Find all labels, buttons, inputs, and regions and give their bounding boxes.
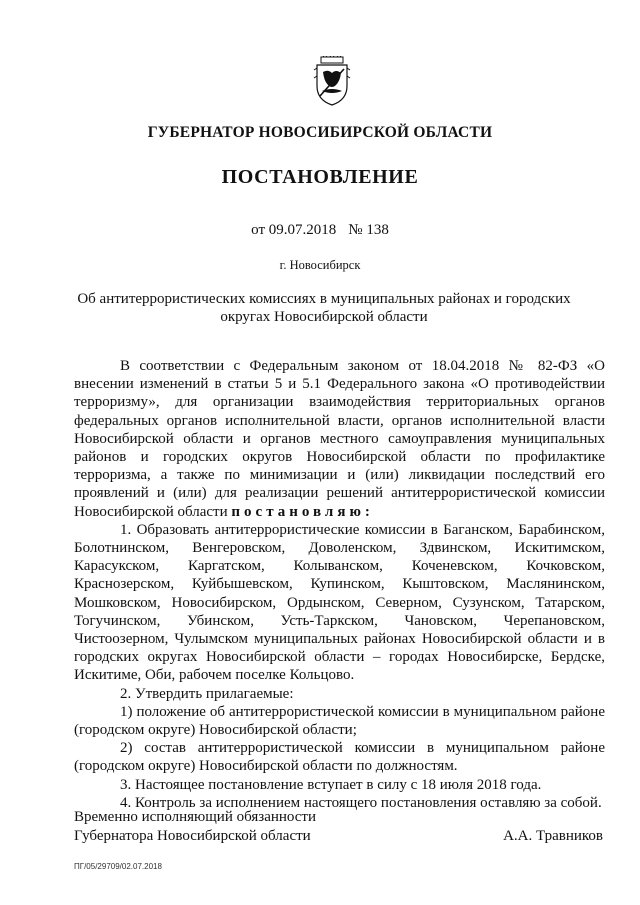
signer-position-line-2: Губернатора Новосибирской области — [74, 827, 311, 844]
item-3: 3. Настоящее постановление вступает в силу с 18 июля 2018 года. — [120, 776, 542, 793]
item-2: 2. Утвердить прилагаемые: — [120, 685, 294, 702]
document-code: ПГ/05/29709/02.07.2018 — [74, 862, 162, 871]
preamble-text: В соответствии с Федеральным законом от 18.04.2018 № 82-ФЗ «О внесении изменений в статьи 5 и 5.1 Федерального закона «О противодействии терроризму», для организации взаимодействия территориальных органов федеральных органов исполнительной власти, органов исполнительной власти Новосибирской области и органов местного самоуправления муниципальных районов и городских округов Новосибирской области по профилактике терроризма, а также по минимизации и (или) ликвидации последствий его проявлений и (или) для реализации решений антитеррористической комиссии Новосибирской области — [74, 358, 605, 520]
item-1: 1. Образовать антитеррористические комиссии в Баганском, Барабинском, Болотнинском, Венгеровском, Доволенском, Здвинском, Искитимском, Карасукском, Каргатском, Колыванском, Коченевском, Кочковском, Краснозерском, Куйбышевском, Купинском, Кыштовском, Маслянинском, Мошковском, Новосибирском, Ордынском, Северном, Сузунском, Татарском, Тогучинском, Убинском, Усть-Таркском, Чановском, Черепановском, Чистоозерном, Чулымском муниципальных районах Новосибирской области и в городских округах Новосибирской области – городах Новосибирске, Бердске, Искитиме, Оби, рабочем поселке Кольцово. — [74, 521, 605, 684]
document-subject: Об антитеррористических комиссиях в муниципальных районах и городских округах Новосибирской области — [77, 291, 571, 326]
authority-title: ГУБЕРНАТОР НОВОСИБИРСКОЙ ОБЛАСТИ — [147, 124, 493, 141]
document-date: от 09.07.2018 — [251, 222, 337, 238]
item-4: 4. Контроль за исполнением настоящего постановления оставляю за собой. — [120, 794, 602, 811]
item-2-2: 2) состав антитеррористической комиссии в муниципальном районе (городском округе) Новосибирской области по должностям. — [74, 740, 605, 775]
signer-name: А.А. Травников — [503, 827, 603, 844]
date-number-line — [0, 222, 640, 239]
document-type-title: ПОСТАНОВЛЕНИЕ — [221, 166, 419, 188]
decree-word: постановляю: — [231, 503, 374, 520]
document-number: № 138 — [348, 222, 389, 238]
signature-block — [74, 808, 605, 845]
signer-position-line-1: Временно исполняющий обязанности — [74, 809, 317, 825]
coat-of-arms-icon — [312, 56, 352, 106]
document-body — [74, 357, 605, 812]
item-2-1: 1) положение об антитеррористической комиссии в муниципальном районе (городском округе) Новосибирской области; — [74, 703, 605, 739]
city-line: г. Новосибирск — [279, 258, 361, 272]
preamble-paragraph — [74, 357, 605, 521]
